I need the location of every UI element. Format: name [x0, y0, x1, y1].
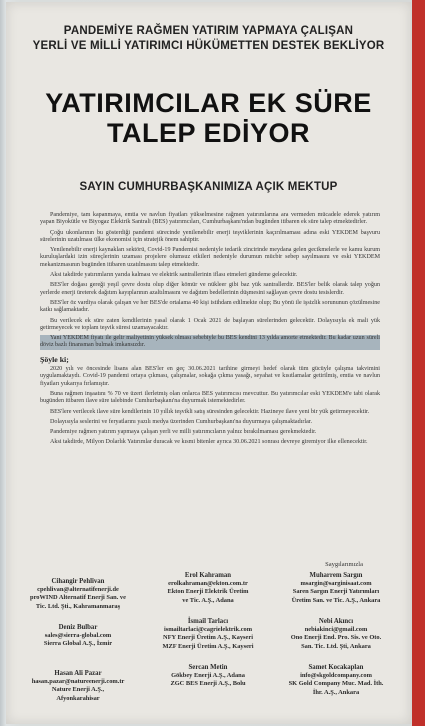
- paragraph: BES'ler doğası gereği yeşil çevre dostu olup diğer kömür ve nükleer gibi baz yük santrallerdir. BES'ler belik olarak talep yoğun yerlerde enerji üreterek dağıtım kayıplarının azaltılmasını ve dağıtım bedellerinin düşmesini sağlayan çevre dostu tesislerdir.: [40, 282, 380, 296]
- headline-line-2: TALEP EDİYOR: [106, 118, 311, 148]
- paragraph: BES'ler öz vardiya olarak çalışan ve her BES'de ortalama 40 kişi istihdam edilmekte olup; Bu yönü ile işsizlik sorununun çözülmesine katkı sağlamaktadır.: [40, 299, 380, 314]
- paragraph: Buna rağmen inşaatını % 70 ve üzeri ilerletmiş olan onlarca BES yatırımcısı mevcuttur. Bu yatırımcılar eski YEKDEM'e tabi olarak bugünden itibaren ilave süre talebinde Cumhurbaşkanı'na duyurmak istemektedirler.: [40, 390, 380, 405]
- signatory-company: Gökbey Enerji A.Ş., Adana: [171, 672, 245, 680]
- signatory-company: SK Gold Company Muc. Mad. İth.: [288, 680, 384, 688]
- signatory-name: Nebi Akıncı: [318, 618, 354, 625]
- signatory-company: NFY Enerji Üretim A.Ş., Kayseri: [163, 634, 253, 642]
- paragraph: 2020 yılı ve öncesinde lisans alan BES'ler en geç 30.06.2021 tarihine girmeyi hedef olarak tüm gücüyle çalışma takvimini uygulamaktaydı. Covid-19 pandemi ortaya çıkması, çalışmalar, sokağa çıkma yasağı, seyahat ve kısıtlamalar getirilmiş, emtia ve navlun fiyatları yukarıya fırlamıştır.: [40, 366, 380, 387]
- paragraph: Pandemiye, tam kapanmaya, emtia ve navlun fiyatları yükselmesine rağmen yatırımlarına ara vermeden mücadele ederek yatırım yapan Biyokütle ve Biyogaz Elektrik Santrali (BES) yatırımcıları, Cumhurbaşkanı'ndan bugünden itibaren ek süre talep etmektedirler.: [40, 212, 380, 226]
- signatory-email: info@skgoldcompany.com: [300, 672, 372, 680]
- letter-body: [40, 212, 380, 450]
- signatory-email: erolkahraman@ekton.com.tr: [168, 580, 248, 588]
- headline-line-1: YATIRIMCILAR EK SÜRE: [45, 88, 372, 118]
- newspaper-ad: [6, 2, 411, 724]
- signatory-name: Deniz Bulbar: [58, 624, 98, 631]
- signatory-email: sales@sierra-global.com: [44, 632, 112, 640]
- paragraph: Çoğu ukonlarının bu gösterdiği pandemi sürecinde yenilenebilir enerji teşviklerinin kaçırılmaması adına eski YEKDEM başvuru sürelerinin uzatılması ülke ekonomisi için stratejik önem sahiptir.: [40, 229, 380, 243]
- highlighted-paragraph: Yani YEKDEM fiyatı ile gelir maliyetinin yüksek olması sebebiyle bu BES kendini 13 yılda amorte etmektedir. Bu kadar uzun süreli döviz bazlı finansman bulmak imkansızdır.: [40, 335, 380, 349]
- signatory-company: ve Tic. A.Ş., Adana: [182, 596, 234, 604]
- paragraph: Bu verilecek ek süre zaten kendilerinin yasal olarak 1 Ocak 2021 de başlayan sürelerinden gelecektir. Dolayısıyla ek mali yük getirmeyecek ve toplam teşvik süresi uzamayacaktır.: [40, 317, 380, 331]
- signatory-company: Nature Enerji A.Ş.,: [51, 686, 105, 694]
- signatory: [18, 578, 138, 611]
- paragraph: Dolayısıyla seslerini ve feryatlarını yazılı medya üzerinden Cumhurbaşkanı'na duyurmaya çalışmaktadırlar.: [50, 418, 313, 425]
- signatory-company: Afyonkarahisar: [56, 694, 100, 702]
- signatory: [148, 618, 268, 651]
- signatory: [276, 618, 396, 651]
- signatory-email: hasan.pazar@natureenerji.com.tr: [31, 678, 125, 686]
- subhead-line-2: YERLİ VE MİLLİ YATIRIMCI HÜKÜMETTEN DESTEK BEKLİYOR: [32, 40, 385, 52]
- signatory-name: Hasan Ali Pazar: [54, 670, 102, 677]
- signatory-name: Erol Kahraman: [184, 572, 232, 579]
- paragraph: BES'lere verilecek ilave süre kendilerinin 10 yıllık teşvikli satış süresinden gelecektir. Hazineye ilave yeni bir yük getirmeyecektir.: [50, 408, 370, 415]
- signatory-name: Samet Kocakaplan: [308, 664, 364, 671]
- signatory-email: nebiakinci@gmail.com: [304, 626, 368, 634]
- paragraph: Aksi takdirde yatırımların yarıda kalması ve elektrik santrallerinin iflası etmeleri gündeme gelecektir.: [50, 272, 298, 279]
- sign-off: Saygılarımızla: [325, 561, 363, 568]
- subhead-line-1: PANDEMİYE RAĞMEN YATIRIM YAPMAYA ÇALIŞAN: [63, 25, 354, 37]
- signatory-company: Üretim San. ve Tic. A.Ş., Ankara: [291, 596, 381, 604]
- signatory-email: cpehlivan@alternatifenerji.de: [37, 586, 119, 594]
- signatory-company: Tic. Ltd. Şti., Kahramanmaraş: [35, 602, 121, 610]
- section-heading: Şöyle ki;: [40, 354, 69, 364]
- signatory: [18, 670, 138, 703]
- signatory: [148, 664, 268, 689]
- paragraph: Aksi takdirde, Milyon Dolarlık Yatırımlar duracak ve kısmi bitenler ayrıca 30.06.2021 sonrası devreye giremiyor ilke ellenecektir.: [50, 439, 368, 446]
- headline: [16, 88, 401, 148]
- letter-heading: SAYIN CUMHURBAŞKANIMIZA AÇIK MEKTUP: [79, 181, 338, 193]
- signatory-company: MZF Enerji Üretim A.Ş., Kayseri: [162, 642, 254, 650]
- signatory-company: ZGC BES Enerji A.Ş., Bolu: [170, 680, 246, 688]
- signatory: [276, 664, 396, 697]
- signatory-name: Muharrem Sargın: [309, 572, 363, 579]
- signatory-company: Ono Enerji End. Pro. Sis. ve Oto.: [290, 634, 382, 642]
- signatory-company: Saren Sargın Enerji Yatırımları: [292, 588, 380, 596]
- signatory-email: msargin@sarginisaat.com: [300, 580, 372, 588]
- signatory-name: İsmail Tarlacı: [187, 618, 229, 625]
- signatory-company: İhr. A.Ş., Ankara: [312, 688, 360, 696]
- signatory-company: proWIND Alternatif Enerji San. ve: [30, 594, 126, 602]
- subhead: [26, 24, 391, 54]
- paragraph: Yenilenebilir enerji kaynakları sektörü, Covid-19 Pandemisi nedeniyle tedarik zincirinde meydana gelen gecikmelerle ve kamu kurum kuruluşlardaki izin süreçlerinin uzaması projelere olumsuz etkileri nedeniyle durumun mücbir sebep sayılmasını ve eski YEKDEM mekanizmasının bugünden itibaren uzatılmasını talep etmektedir.: [40, 247, 380, 268]
- red-border: [412, 0, 425, 726]
- signatory-company: Ekton Enerji Elektrik Üretim: [167, 588, 249, 596]
- signatory: [276, 572, 396, 605]
- signatory-company: Sierra Global A.Ş., İzmir: [43, 640, 113, 648]
- signatory: [18, 624, 138, 649]
- signatory-company: San. Tic. Ltd. Şti, Ankara: [301, 642, 371, 650]
- paragraph: Pandemiye rağmen yatırım yapmaya çalışan yerli ve milli yatırımcıların yalnız bırakılmaması gerekmektedir.: [50, 429, 317, 436]
- signatory: [148, 572, 268, 605]
- signatory-name: Cihangir Pehlivan: [51, 578, 105, 585]
- signatory-email: ismailtarlaci@cagrielektrik.com: [163, 626, 253, 634]
- signatory-name: Sercan Metin: [188, 664, 228, 671]
